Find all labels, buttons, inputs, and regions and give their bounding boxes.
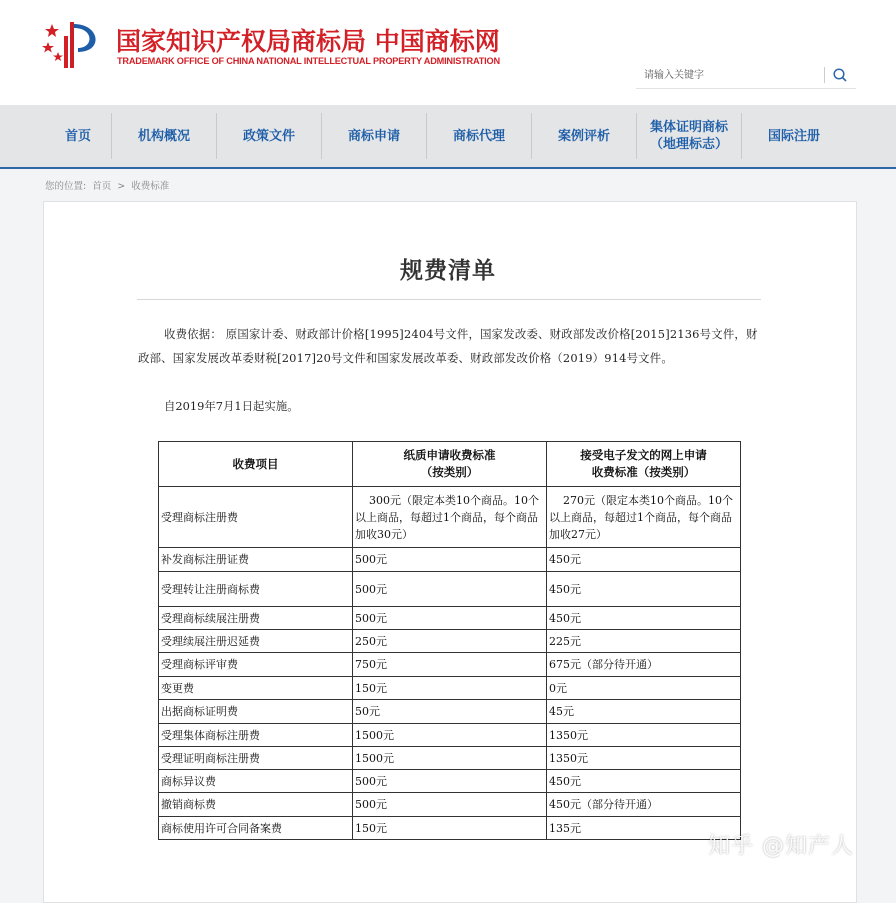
fee-item-cell: 变更费 — [159, 677, 353, 700]
fee-item-cell: 撤销商标费 — [159, 793, 353, 817]
cnipa-emblem-icon — [40, 18, 110, 72]
site-subtitle-en: TRADEMARK OFFICE OF CHINA NATIONAL INTELLECTUAL PROPERTY ADMINISTRATION — [117, 56, 500, 66]
page-title: 规费清单 — [400, 258, 496, 284]
nav-agency[interactable]: 商标代理 — [452, 128, 505, 144]
online-fee-cell: 45元 — [547, 700, 741, 724]
header-paper: 纸质申请收费标准 （按类别） — [353, 442, 547, 487]
table-row — [159, 700, 741, 724]
nav-home[interactable]: 首页 — [64, 128, 91, 144]
table-row — [159, 724, 741, 747]
effective-date-text: 自2019年7月1日起实施。 — [164, 399, 299, 413]
breadcrumb-home-link[interactable]: 首页 — [92, 181, 112, 192]
nav-policy[interactable]: 政策文件 — [242, 128, 295, 144]
fee-item-cell: 出据商标证明费 — [159, 700, 353, 724]
online-fee-cell: 450元 — [547, 607, 741, 630]
fee-item-cell: 受理转让注册商标费 — [159, 572, 353, 607]
table-row — [159, 793, 741, 817]
online-fee-cell: 1350元 — [547, 747, 741, 770]
table-row — [159, 572, 741, 607]
search-icon[interactable] — [832, 67, 848, 83]
fee-basis-text: 收费依据： 原国家计委、财政部计价格[1995]2404号文件，国家发改委、财政部发改价格[2015]2136号文件，财政部、国家发展改革委财税[2017]20号文件和国家发展改革委、财政部发改价格（2019）914号文件。 — [138, 327, 758, 365]
paper-fee-cell: 500元 — [353, 607, 547, 630]
paper-fee-cell: 750元 — [353, 653, 547, 677]
paper-fee-cell: 50元 — [353, 700, 547, 724]
paper-fee-cell: 150元 — [353, 677, 547, 700]
watermark: 知乎 @知产人 — [708, 834, 854, 859]
site-header — [0, 0, 896, 105]
fee-item-cell: 商标异议费 — [159, 770, 353, 793]
table-header-row — [159, 442, 741, 487]
header-online: 接受电子发文的网上申请 收费标准（按类别） — [547, 442, 741, 487]
paper-fee-cell: 500元 — [353, 572, 547, 607]
search-divider — [824, 67, 825, 83]
breadcrumb-prefix: 您的位置: — [45, 181, 87, 192]
fee-table — [158, 441, 741, 840]
table-row — [159, 548, 741, 572]
fee-item-cell: 受理商标续展注册费 — [159, 607, 353, 630]
nav-collective-marks[interactable]: 集体证明商标 （地理标志） — [649, 120, 728, 152]
table-row — [159, 677, 741, 700]
online-fee-cell: 135元 — [547, 817, 741, 840]
breadcrumb-separator: > — [117, 181, 126, 192]
online-fee-cell: 270元（限定本类10个商品。10个以上商品，每超过1个商品，每个商品加收27元） — [547, 487, 741, 548]
table-row — [159, 653, 741, 677]
paper-fee-cell: 500元 — [353, 548, 547, 572]
paper-fee-cell: 150元 — [353, 817, 547, 840]
table-row — [159, 770, 741, 793]
fee-item-cell: 商标使用许可合同备案费 — [159, 817, 353, 840]
search-input[interactable] — [640, 65, 828, 85]
paper-fee-cell: 250元 — [353, 630, 547, 653]
fee-item-cell: 补发商标注册证费 — [159, 548, 353, 572]
nav-cases[interactable]: 案例评析 — [557, 128, 610, 144]
table-row — [159, 747, 741, 770]
table-row — [159, 607, 741, 630]
fee-item-cell: 受理续展注册迟延费 — [159, 630, 353, 653]
main-nav — [0, 105, 896, 169]
breadcrumb-current: 收费标准 — [131, 181, 170, 192]
online-fee-cell: 0元 — [547, 677, 741, 700]
nav-about[interactable]: 机构概况 — [137, 128, 190, 144]
nav-apply[interactable]: 商标申请 — [347, 128, 400, 144]
table-row — [159, 817, 741, 840]
paper-fee-cell: 500元 — [353, 770, 547, 793]
online-fee-cell: 450元 — [547, 548, 741, 572]
fee-item-cell: 受理集体商标注册费 — [159, 724, 353, 747]
paper-fee-cell: 500元 — [353, 793, 547, 817]
fee-item-cell: 受理商标评审费 — [159, 653, 353, 677]
site-title: 国家知识产权局商标局 中国商标网 — [116, 27, 500, 56]
online-fee-cell: 675元（部分待开通） — [547, 653, 741, 677]
search-box — [636, 62, 856, 89]
fee-item-cell: 受理商标注册费 — [159, 487, 353, 548]
online-fee-cell: 225元 — [547, 630, 741, 653]
paper-fee-cell: 1500元 — [353, 724, 547, 747]
nav-international[interactable]: 国际注册 — [767, 128, 820, 144]
table-row — [159, 487, 741, 548]
online-fee-cell: 450元（部分待开通） — [547, 793, 741, 817]
breadcrumb — [45, 178, 172, 192]
title-divider — [137, 299, 761, 300]
paper-fee-cell: 300元（限定本类10个商品。10个以上商品，每超过1个商品，每个商品加收30元） — [353, 487, 547, 548]
online-fee-cell: 450元 — [547, 770, 741, 793]
fee-item-cell: 受理证明商标注册费 — [159, 747, 353, 770]
paper-fee-cell: 1500元 — [353, 747, 547, 770]
table-row — [159, 630, 741, 653]
online-fee-cell: 1350元 — [547, 724, 741, 747]
online-fee-cell: 450元 — [547, 572, 741, 607]
header-item: 收费项目 — [159, 442, 353, 487]
